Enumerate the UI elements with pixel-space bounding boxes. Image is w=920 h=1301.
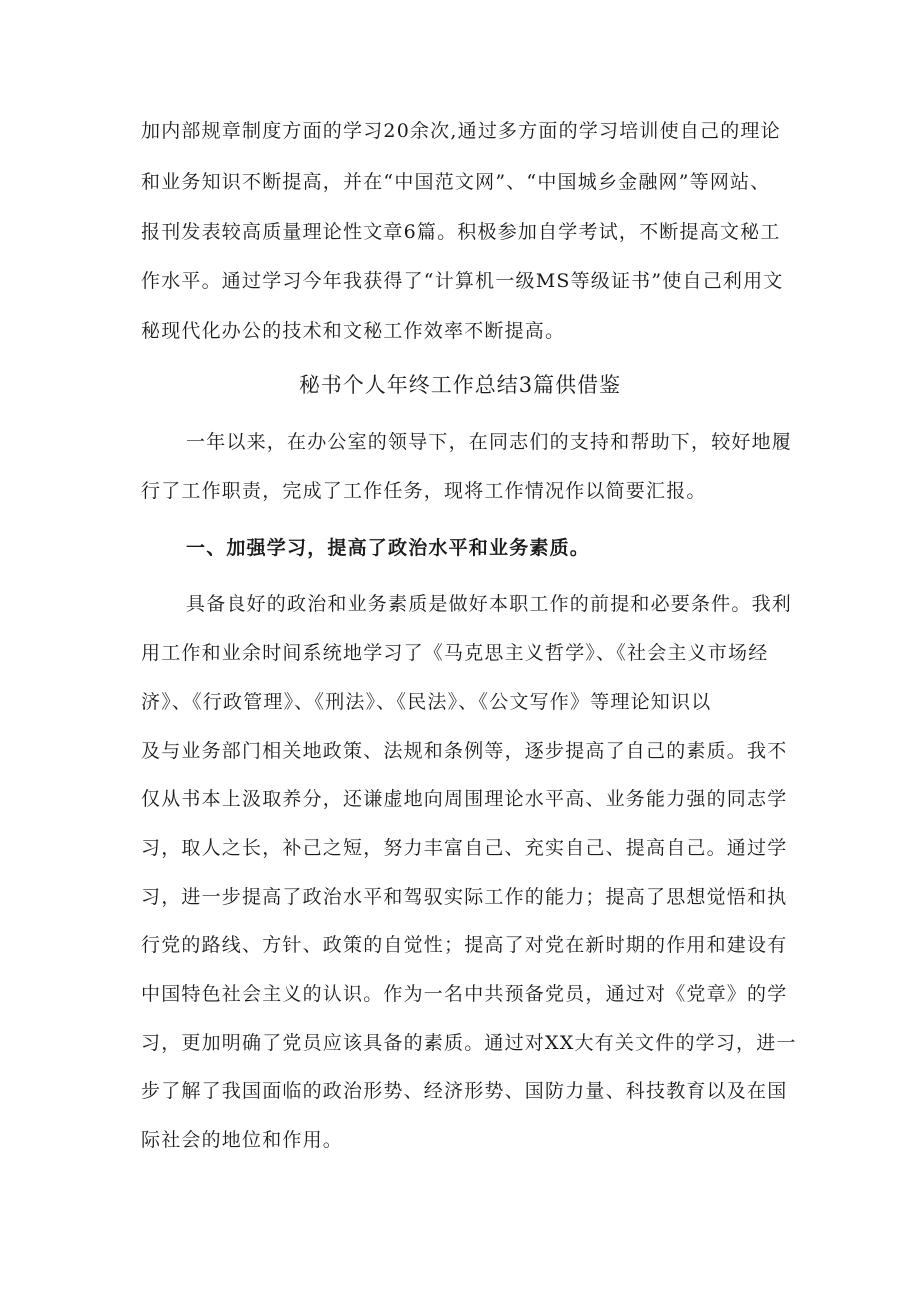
- paragraph-line: 行党的路线、方针、政策的自觉性；提高了对党在新时期的作用和建设有: [141, 934, 788, 956]
- paragraph-line: 和业务知识不断提高，并在“中国范文网”、“中国城乡金融网”等网站、: [141, 171, 771, 193]
- paragraph-line: 济》、《行政管理》、《刑法》、《民法》、《公文写作》等理论知识以: [141, 691, 712, 713]
- paragraph-line: 作水平。通过学习今年我获得了“计算机一级MS等级证书”使自己利用文: [141, 270, 784, 292]
- paragraph-line: 步了解了我国面临的政治形势、经济形势、国防力量、科技教育以及在国: [141, 1080, 788, 1102]
- paragraph-line: 一年以来，在办公室的领导下，在同志们的支持和帮助下，较好地履: [186, 431, 793, 453]
- paragraph-line: 习，取人之长，补己之短，努力丰富自己、充实自己、提高自己。通过学: [141, 837, 788, 859]
- paragraph-line: 报刊发表较高质量理论性文章6篇。积极参加自学考试，不断提高文秘工: [141, 221, 781, 243]
- paragraph-line: 秘现代化办公的技术和文秘工作效率不断提高。: [141, 320, 566, 342]
- paragraph-line: 具备良好的政治和业务素质是做好本职工作的前提和必要条件。我利: [186, 593, 793, 615]
- paragraph-line: 际社会的地位和作用。: [141, 1129, 344, 1151]
- paragraph-line: 中国特色社会主义的认识。作为一名中共预备党员，通过对《党章》的学: [141, 983, 788, 1005]
- paragraph-line: 用工作和业余时间系统地学习了《马克思主义哲学》、《社会主义市场经: [141, 642, 769, 664]
- section-heading: 一、加强学习，提高了政治水平和业务素质。: [186, 537, 591, 559]
- paragraph-line: 行了工作职责，完成了工作任务，现将工作情况作以简要汇报。: [141, 480, 707, 502]
- paragraph-line: 及与业务部门相关地政策、法规和条例等，逐步提高了自己的素质。我不: [141, 740, 788, 762]
- paragraph-line: 加内部规章制度方面的学习20余次,通过多方面的学习培训使自己的理论: [141, 120, 781, 142]
- document-title: 秘书个人年终工作总结3篇供借鉴: [298, 373, 622, 397]
- paragraph-line: 习，更加明确了党员应该具备的素质。通过对XX大有关文件的学习，进一: [141, 1032, 797, 1054]
- paragraph-line: 习，进一步提高了政治水平和驾驭实际工作的能力；提高了思想觉悟和执: [141, 886, 788, 908]
- paragraph-line: 仅从书本上汲取养分，还谦虚地向周围理论水平高、业务能力强的同志学: [141, 788, 788, 810]
